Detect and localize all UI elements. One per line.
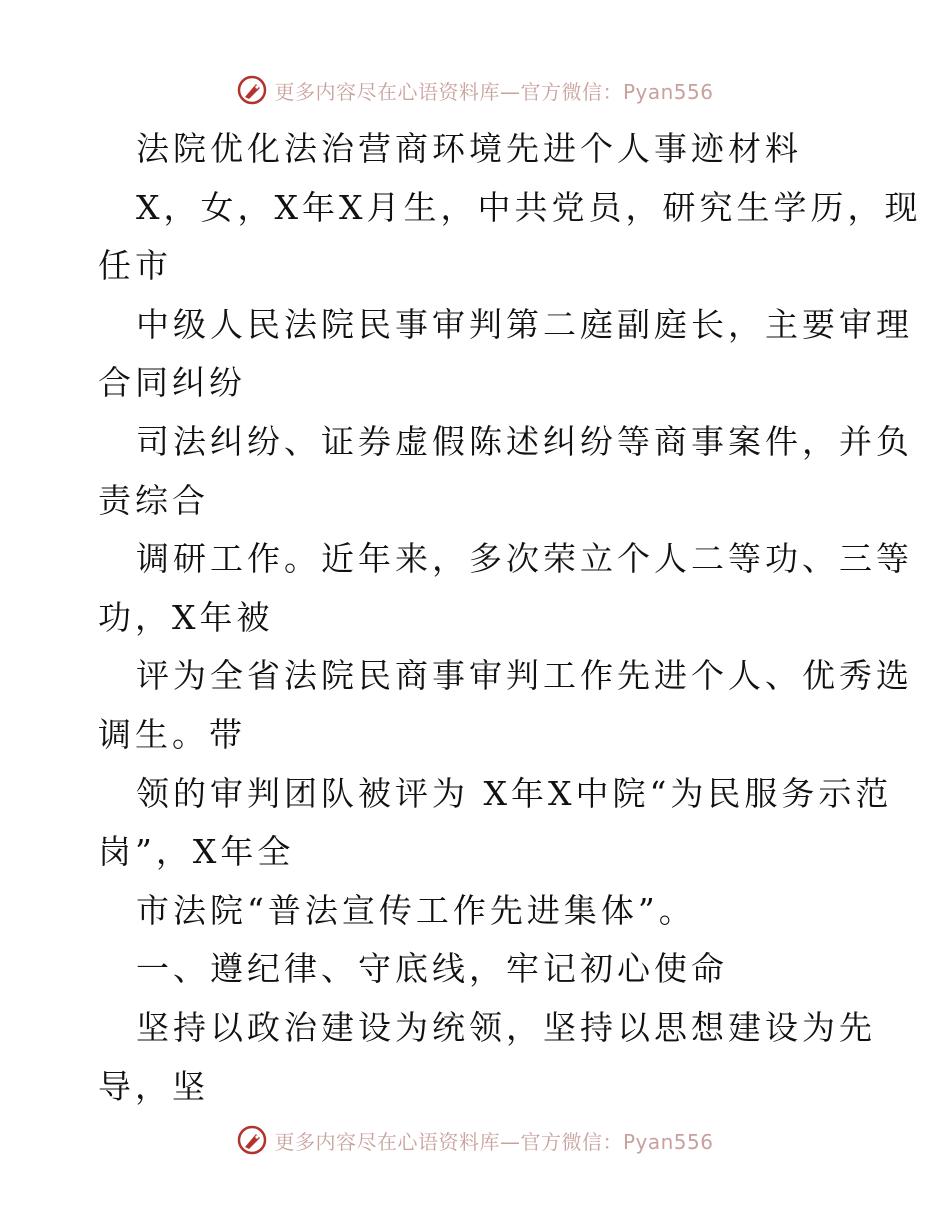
text-line: 岗”，X年全 bbox=[98, 832, 295, 872]
pen-nib-logo-icon bbox=[236, 74, 268, 106]
text-line: 任市 bbox=[98, 246, 172, 286]
text-line: 合同纠纷 bbox=[98, 363, 246, 403]
text-line: 导，坚 bbox=[98, 1066, 209, 1106]
document-body bbox=[98, 120, 922, 1116]
pen-nib-logo-icon bbox=[236, 1124, 268, 1156]
text-line: 责综合 bbox=[98, 480, 209, 520]
text-line: 司法纠纷、证券虚假陈述纠纷等商事案件，并负 bbox=[136, 421, 913, 461]
text-line: 市法院“普法宣传工作先进集体”。 bbox=[136, 890, 696, 930]
text-line: 调研工作。近年来，多次荣立个人二等功、三等 bbox=[136, 539, 913, 579]
text-line: 一、遵纪律、守底线，牢记初心使命 bbox=[136, 949, 728, 989]
footer-watermark-banner bbox=[0, 1120, 950, 1160]
text-line: 评为全省法院民商事审判工作先进个人、优秀选 bbox=[136, 656, 913, 696]
text-line: 法院优化法治营商环境先进个人事迹材料 bbox=[136, 129, 802, 168]
watermark-text: 更多内容尽在心语资料库—官方微信：Pyan556 bbox=[274, 1129, 714, 1154]
text-line: 中级人民法院民事审判第二庭副庭长，主要审理 bbox=[136, 304, 913, 344]
watermark-text: 更多内容尽在心语资料库—官方微信：Pyan556 bbox=[274, 79, 714, 104]
text-line: 坚持以政治建设为统领，坚持以思想建设为先 bbox=[136, 1007, 876, 1047]
header-watermark-banner bbox=[0, 70, 950, 110]
text-line: X，女，X年X月生，中共党员，研究生学历，现 bbox=[136, 187, 922, 227]
text-line: 功，X年被 bbox=[98, 597, 274, 637]
text-line: 领的审判团队被评为 X年X中院“为民服务示范 bbox=[136, 773, 893, 813]
text-line: 调生。带 bbox=[98, 714, 246, 754]
